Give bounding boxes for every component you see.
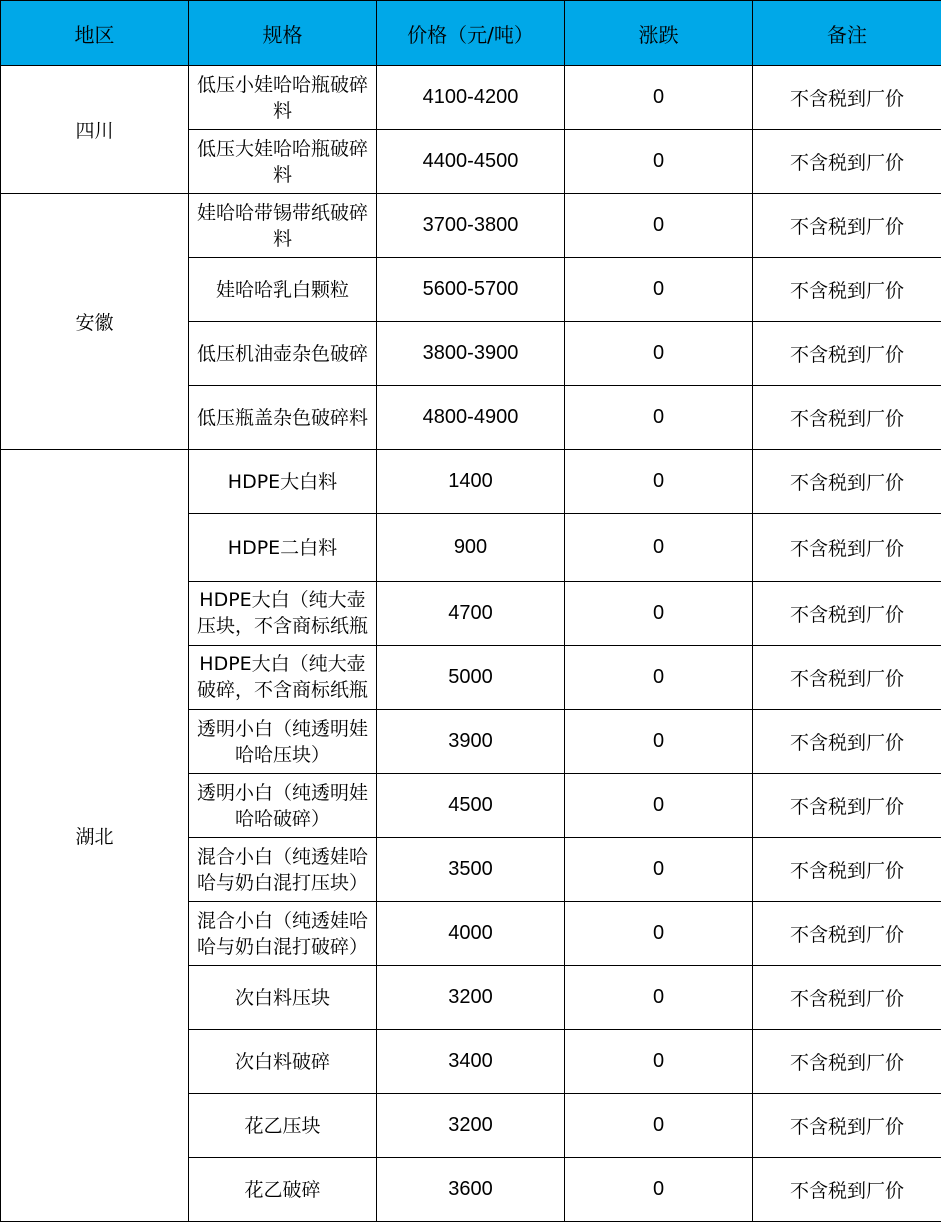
header-region: 地区 [1, 1, 189, 66]
price-cell: 3700-3800 [377, 194, 565, 258]
header-change: 涨跌 [565, 1, 753, 66]
spec-text: 低压小娃哈哈瓶破碎料 [189, 72, 376, 124]
header-row [1, 1, 941, 66]
price-cell: 4400-4500 [377, 130, 565, 194]
spec-text: 混合小白（纯透娃哈哈与奶白混打破碎） [189, 908, 376, 960]
change-cell: 0 [565, 258, 753, 322]
spec-cell [189, 514, 377, 582]
price-cell: 4800-4900 [377, 386, 565, 450]
note-cell: 不含税到厂价 [753, 838, 941, 902]
price-cell: 1400 [377, 450, 565, 514]
price-cell: 3200 [377, 1094, 565, 1158]
change-cell: 0 [565, 130, 753, 194]
change-cell: 0 [565, 966, 753, 1030]
note-cell: 不含税到厂价 [753, 1094, 941, 1158]
spec-text: 透明小白（纯透明娃哈哈破碎） [189, 780, 376, 832]
note-cell: 不含税到厂价 [753, 258, 941, 322]
note-cell: 不含税到厂价 [753, 450, 941, 514]
spec-text: 低压机油壶杂色破碎 [189, 341, 376, 367]
table-row [1, 66, 941, 130]
price-cell: 5000 [377, 646, 565, 710]
price-cell: 3900 [377, 710, 565, 774]
table-row [1, 450, 941, 514]
note-cell: 不含税到厂价 [753, 774, 941, 838]
spec-text: 低压大娃哈哈瓶破碎料 [189, 136, 376, 188]
change-cell: 0 [565, 514, 753, 582]
note-cell: 不含税到厂价 [753, 1030, 941, 1094]
note-cell: 不含税到厂价 [753, 130, 941, 194]
spec-text: 透明小白（纯透明娃哈哈压块） [189, 716, 376, 768]
header-note: 备注 [753, 1, 941, 66]
spec-cell [189, 450, 377, 514]
table-body [1, 66, 941, 1222]
spec-cell [189, 1030, 377, 1094]
region-cell: 湖北 [1, 450, 189, 1222]
note-cell: 不含税到厂价 [753, 966, 941, 1030]
note-cell: 不含税到厂价 [753, 646, 941, 710]
spec-text: 娃哈哈带锡带纸破碎料 [189, 200, 376, 252]
spec-cell [189, 966, 377, 1030]
spec-cell [189, 386, 377, 450]
change-cell: 0 [565, 386, 753, 450]
spec-cell [189, 322, 377, 386]
note-cell: 不含税到厂价 [753, 514, 941, 582]
spec-cell [189, 1094, 377, 1158]
spec-cell [189, 1158, 377, 1222]
spec-cell [189, 710, 377, 774]
price-cell: 4000 [377, 902, 565, 966]
spec-cell [189, 130, 377, 194]
spec-text: HDPE大白（纯大壶破碎，不含商标纸瓶 [189, 651, 376, 705]
spec-cell [189, 258, 377, 322]
change-cell: 0 [565, 582, 753, 646]
change-cell: 0 [565, 1158, 753, 1222]
price-cell: 4700 [377, 582, 565, 646]
price-cell: 5600-5700 [377, 258, 565, 322]
price-cell: 3500 [377, 838, 565, 902]
change-cell: 0 [565, 838, 753, 902]
spec-cell [189, 646, 377, 710]
header-price: 价格（元/吨） [377, 1, 565, 66]
change-cell: 0 [565, 774, 753, 838]
note-cell: 不含税到厂价 [753, 386, 941, 450]
note-cell: 不含税到厂价 [753, 1158, 941, 1222]
spec-text: 花乙压块 [189, 1113, 376, 1139]
price-cell: 4500 [377, 774, 565, 838]
spec-text: 娃哈哈乳白颗粒 [189, 277, 376, 303]
change-cell: 0 [565, 710, 753, 774]
region-cell: 安徽 [1, 194, 189, 450]
note-cell: 不含税到厂价 [753, 710, 941, 774]
change-cell: 0 [565, 1094, 753, 1158]
price-cell: 900 [377, 514, 565, 582]
change-cell: 0 [565, 1030, 753, 1094]
spec-cell [189, 902, 377, 966]
spec-text: 花乙破碎 [189, 1177, 376, 1203]
price-cell: 3600 [377, 1158, 565, 1222]
note-cell: 不含税到厂价 [753, 902, 941, 966]
price-cell: 3800-3900 [377, 322, 565, 386]
spec-cell [189, 838, 377, 902]
change-cell: 0 [565, 194, 753, 258]
price-cell: 3200 [377, 966, 565, 1030]
header-spec: 规格 [189, 1, 377, 66]
spec-text: 混合小白（纯透娃哈哈与奶白混打压块） [189, 844, 376, 896]
spec-text: HDPE大白料 [189, 469, 376, 495]
spec-text: 次白料破碎 [189, 1049, 376, 1075]
spec-cell [189, 582, 377, 646]
price-cell: 3400 [377, 1030, 565, 1094]
note-cell: 不含税到厂价 [753, 582, 941, 646]
price-cell: 4100-4200 [377, 66, 565, 130]
spec-cell [189, 66, 377, 130]
note-cell: 不含税到厂价 [753, 194, 941, 258]
note-cell: 不含税到厂价 [753, 322, 941, 386]
change-cell: 0 [565, 322, 753, 386]
change-cell: 0 [565, 646, 753, 710]
spec-cell [189, 194, 377, 258]
spec-text: 次白料压块 [189, 985, 376, 1011]
spec-cell [189, 774, 377, 838]
table-row [1, 194, 941, 258]
change-cell: 0 [565, 902, 753, 966]
change-cell: 0 [565, 450, 753, 514]
change-cell: 0 [565, 66, 753, 130]
spec-text: HDPE大白（纯大壶压块，不含商标纸瓶 [189, 587, 376, 641]
region-cell: 四川 [1, 66, 189, 194]
spec-text: 低压瓶盖杂色破碎料 [189, 405, 376, 431]
spec-text: HDPE二白料 [189, 535, 376, 561]
note-cell: 不含税到厂价 [753, 66, 941, 130]
